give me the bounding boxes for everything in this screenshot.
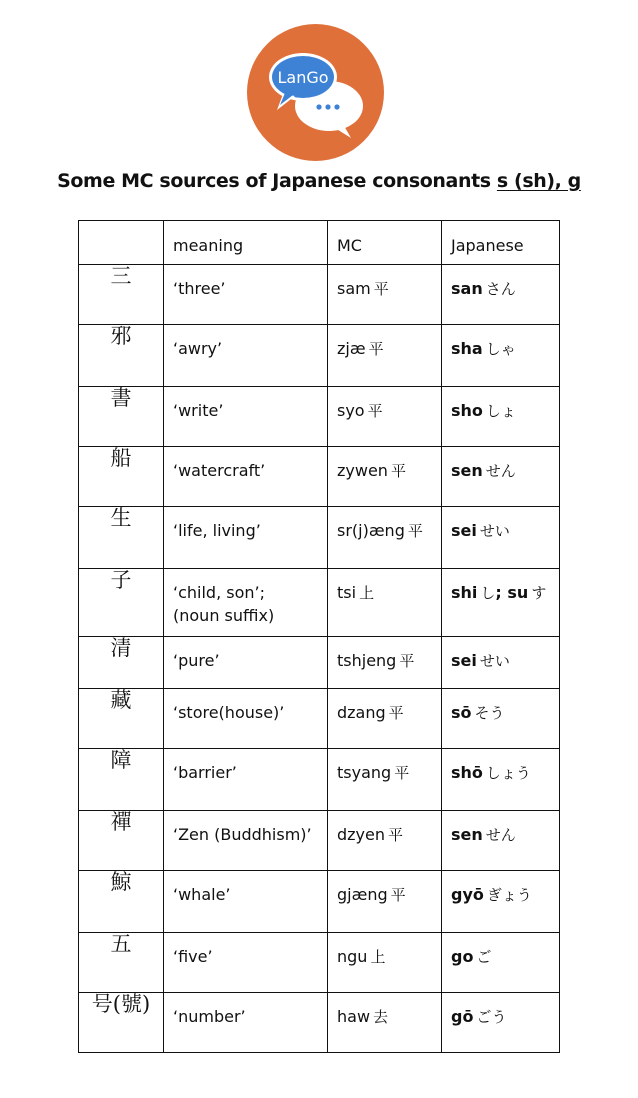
- meaning-text: ‘number’: [173, 1007, 246, 1026]
- chinese-character: 三: [110, 264, 132, 288]
- meaning-text: ‘three’: [173, 279, 226, 298]
- meaning-text: ‘watercraft’: [173, 461, 266, 480]
- meaning-text: ‘five’: [173, 947, 213, 966]
- japanese-romaji-2: su: [507, 583, 529, 602]
- chinese-character: 清: [110, 636, 132, 660]
- mc-cell: [328, 933, 442, 993]
- japanese-kana: し: [480, 584, 496, 602]
- chinese-character-cell: [79, 507, 164, 569]
- japanese-cell: [442, 265, 560, 325]
- mc-reading: gjæng: [337, 885, 388, 904]
- mc-tone: 平: [390, 462, 406, 480]
- japanese-romaji: sho: [451, 401, 483, 420]
- mc-tone: 平: [388, 704, 404, 722]
- japanese-cell: [442, 871, 560, 933]
- chinese-character-cell: [79, 325, 164, 387]
- meaning-text: ‘write’: [173, 401, 224, 420]
- japanese-cell: [442, 749, 560, 811]
- chinese-character: 生: [110, 506, 132, 530]
- japanese-kana-2: す: [531, 584, 547, 602]
- chinese-character-cell: [79, 811, 164, 871]
- mc-tone: 平: [373, 280, 389, 298]
- mc-tone: 上: [359, 584, 375, 602]
- japanese-cell: [442, 811, 560, 871]
- chinese-character-cell: [79, 871, 164, 933]
- chinese-character: 藏: [110, 688, 132, 712]
- table-row: [79, 637, 560, 689]
- header-mc: MC: [328, 221, 442, 265]
- meaning-cell: [164, 325, 328, 387]
- header-japanese: Japanese: [442, 221, 560, 265]
- meaning-text: ‘store(house)’: [173, 703, 285, 722]
- mc-cell: [328, 387, 442, 447]
- japanese-kana: そう: [474, 704, 505, 722]
- meaning-text-2: (noun suffix): [173, 606, 275, 625]
- mc-cell: [328, 569, 442, 637]
- mc-cell: [328, 325, 442, 387]
- japanese-romaji: sei: [451, 651, 477, 670]
- mc-cell: [328, 447, 442, 507]
- table-row: [79, 749, 560, 811]
- mc-cell: [328, 507, 442, 569]
- japanese-romaji: sei: [451, 521, 477, 540]
- japanese-romaji: gō: [451, 1007, 474, 1026]
- mc-cell: [328, 749, 442, 811]
- mc-reading: ngu: [337, 947, 368, 966]
- chinese-character: 禪: [110, 810, 132, 834]
- header-meaning: meaning: [164, 221, 328, 265]
- japanese-separator: ;: [495, 583, 508, 602]
- chinese-character-cell: [79, 689, 164, 749]
- logo-text: LanGo: [277, 68, 329, 87]
- meaning-text: ‘Zen (Buddhism)’: [173, 825, 312, 844]
- chinese-character: 鯨: [110, 870, 132, 894]
- chinese-character-cell: [79, 447, 164, 507]
- japanese-kana: しょ: [485, 402, 516, 420]
- japanese-kana: せん: [485, 826, 516, 844]
- chinese-character-cell: [79, 265, 164, 325]
- title-prefix: Some MC sources of Japanese consonants: [57, 170, 497, 192]
- japanese-cell: [442, 637, 560, 689]
- mc-cell: [328, 265, 442, 325]
- chinese-character: 書: [110, 386, 132, 410]
- japanese-cell: [442, 569, 560, 637]
- meaning-cell: [164, 569, 328, 637]
- chinese-character-cell: [79, 993, 164, 1053]
- mc-tone: 平: [368, 340, 384, 358]
- meaning-cell: [164, 265, 328, 325]
- chinese-character-cell: [79, 933, 164, 993]
- chinese-character: 障: [110, 748, 132, 772]
- japanese-romaji: sen: [451, 825, 483, 844]
- japanese-kana: しゃ: [485, 340, 516, 358]
- japanese-kana: さん: [485, 280, 516, 298]
- mc-tone: 去: [373, 1008, 389, 1026]
- meaning-text: ‘barrier’: [173, 763, 237, 782]
- mc-reading: sam: [337, 279, 371, 298]
- table-row: [79, 325, 560, 387]
- japanese-romaji: gyō: [451, 885, 484, 904]
- meaning-cell: [164, 689, 328, 749]
- meaning-cell: [164, 447, 328, 507]
- meaning-text: ‘child, son’;: [173, 583, 265, 602]
- mc-tone: 平: [390, 886, 406, 904]
- mc-reading: sr(j)æng: [337, 521, 405, 540]
- meaning-cell: [164, 871, 328, 933]
- meaning-cell: [164, 507, 328, 569]
- japanese-romaji: san: [451, 279, 483, 298]
- japanese-romaji: shi: [451, 583, 478, 602]
- meaning-cell: [164, 749, 328, 811]
- japanese-romaji: shō: [451, 763, 483, 782]
- japanese-kana: せん: [485, 462, 516, 480]
- japanese-cell: [442, 993, 560, 1053]
- meaning-cell: [164, 811, 328, 871]
- table-header-row: [79, 221, 560, 265]
- mc-cell: [328, 811, 442, 871]
- mc-reading: tsyang: [337, 763, 392, 782]
- table-row: [79, 387, 560, 447]
- mc-reading: zywen: [337, 461, 388, 480]
- chinese-character-cell: [79, 387, 164, 447]
- table-row: [79, 447, 560, 507]
- table-row: [79, 993, 560, 1053]
- lango-logo: [247, 24, 384, 161]
- chinese-character: 邪: [110, 324, 132, 348]
- meaning-cell: [164, 387, 328, 447]
- table-row: [79, 811, 560, 871]
- table-row: [79, 689, 560, 749]
- table-row: [79, 933, 560, 993]
- japanese-kana: ごう: [476, 1008, 507, 1026]
- meaning-text: ‘life, living’: [173, 521, 261, 540]
- table-row: [79, 569, 560, 637]
- mc-tone: 平: [388, 826, 404, 844]
- japanese-cell: [442, 325, 560, 387]
- page-title: [0, 167, 638, 195]
- chinese-character: 五: [110, 932, 132, 956]
- japanese-kana: せい: [479, 652, 510, 670]
- table-row: [79, 265, 560, 325]
- table-row: [79, 871, 560, 933]
- mc-reading: tshjeng: [337, 651, 397, 670]
- chinese-character: 号(號): [91, 992, 151, 1016]
- mc-cell: [328, 689, 442, 749]
- chinese-character: 子: [110, 568, 132, 592]
- mc-reading: zjæ: [337, 339, 366, 358]
- lango-logo-graphic: [247, 24, 384, 161]
- japanese-kana: しょう: [485, 764, 531, 782]
- chinese-character-cell: [79, 569, 164, 637]
- meaning-cell: [164, 637, 328, 689]
- mc-cell: [328, 871, 442, 933]
- mc-reading: dzyen: [337, 825, 386, 844]
- meaning-text: ‘awry’: [173, 339, 223, 358]
- japanese-kana: ご: [476, 948, 492, 966]
- mc-tone: 上: [370, 948, 386, 966]
- chinese-character-cell: [79, 749, 164, 811]
- japanese-romaji: go: [451, 947, 474, 966]
- header-char: [79, 221, 164, 265]
- mc-reading: haw: [337, 1007, 371, 1026]
- mc-tone: 平: [399, 652, 415, 670]
- mc-reading: tsi: [337, 583, 357, 602]
- japanese-kana: せい: [479, 522, 510, 540]
- mc-reading: syo: [337, 401, 365, 420]
- meaning-text: ‘whale’: [173, 885, 231, 904]
- meaning-cell: [164, 993, 328, 1053]
- japanese-cell: [442, 933, 560, 993]
- japanese-romaji: sō: [451, 703, 472, 722]
- japanese-romaji: sha: [451, 339, 483, 358]
- japanese-romaji: sen: [451, 461, 483, 480]
- title-underlined: s (sh), g: [496, 170, 581, 192]
- table-row: [79, 507, 560, 569]
- japanese-kana: ぎょう: [486, 886, 532, 904]
- japanese-cell: [442, 387, 560, 447]
- consonant-table: [78, 220, 560, 1053]
- japanese-cell: [442, 507, 560, 569]
- japanese-cell: [442, 447, 560, 507]
- mc-tone: 平: [367, 402, 383, 420]
- mc-tone: 平: [394, 764, 410, 782]
- mc-cell: [328, 637, 442, 689]
- meaning-text: ‘pure’: [173, 651, 220, 670]
- japanese-cell: [442, 689, 560, 749]
- meaning-cell: [164, 933, 328, 993]
- mc-reading: dzang: [337, 703, 386, 722]
- mc-tone: 平: [407, 522, 423, 540]
- mc-cell: [328, 993, 442, 1053]
- chinese-character-cell: [79, 637, 164, 689]
- chinese-character: 船: [110, 446, 132, 470]
